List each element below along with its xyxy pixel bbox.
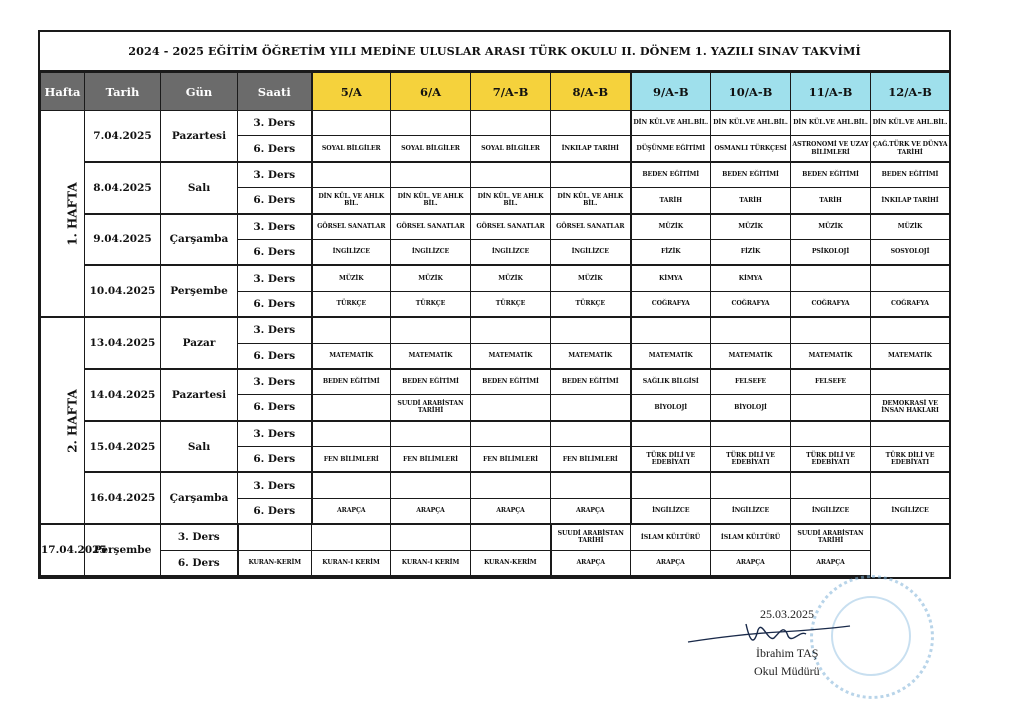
date-cell: 13.04.2025 — [85, 317, 161, 369]
exam-cell-11ab: İSLAM KÜLTÜRÜ — [711, 524, 791, 550]
exam-cell-9ab: TARİH — [631, 188, 711, 214]
exam-cell-5a: GÖRSEL SANATLAR — [312, 214, 391, 240]
lesson-period-cell: 6. Ders — [238, 395, 312, 421]
exam-cell-8ab: TÜRKÇE — [551, 291, 631, 317]
lesson-period-cell: 3. Ders — [238, 214, 312, 240]
day-cell: Pazartesi — [161, 369, 238, 421]
exam-cell-12ab: DEMOKRASİ VE İNSAN HAKLARI — [871, 395, 950, 421]
exam-cell-8ab: MATEMATİK — [551, 343, 631, 369]
lesson-period-cell: 6. Ders — [238, 291, 312, 317]
exam-cell-8ab: BEDEN EĞİTİMİ — [551, 369, 631, 395]
exam-cell-7ab: ARAPÇA — [471, 498, 551, 524]
exam-cell-7ab: MATEMATİK — [471, 343, 551, 369]
lesson-period-cell: 6. Ders — [238, 188, 312, 214]
lesson-period-cell: 6. Ders — [238, 343, 312, 369]
table-row — [41, 550, 950, 576]
exam-cell-12ab: SUUDİ ARABİSTAN TARİHİ — [791, 524, 871, 550]
exam-cell-9ab: SUUDİ ARABİSTAN TARİHİ — [551, 524, 631, 550]
exam-cell-6a: MATEMATİK — [391, 343, 471, 369]
exam-cell-6a: İNGİLİZCE — [391, 239, 471, 265]
exam-cell-6a: FEN BİLİMLERİ — [391, 447, 471, 473]
exam-cell-10ab: TÜRK DİLİ VE EDEBİYATI — [711, 447, 791, 473]
exam-cell-5a: KURAN-KERİM — [238, 550, 312, 576]
exam-cell-11ab: ARAPÇA — [711, 550, 791, 576]
exam-cell-5a: FEN BİLİMLERİ — [312, 447, 391, 473]
exam-cell-6a: BEDEN EĞİTİMİ — [391, 369, 471, 395]
header-class-8ab: 8/A-B — [551, 73, 631, 111]
date-cell: 7.04.2025 — [85, 111, 161, 162]
exam-cell-6a: MÜZİK — [391, 265, 471, 291]
exam-cell-6a: SUUDİ ARABİSTAN TARİHİ — [391, 395, 471, 421]
exam-cell-7ab — [471, 472, 551, 498]
table-row — [41, 524, 950, 550]
exam-cell-10ab: ARAPÇA — [631, 550, 711, 576]
exam-cell-10ab: KİMYA — [711, 265, 791, 291]
exam-cell-12ab — [871, 421, 950, 447]
exam-cell-6a — [391, 317, 471, 343]
header-class-11ab: 11/A-B — [791, 73, 871, 111]
exam-cell-10ab: COĞRAFYA — [711, 291, 791, 317]
exam-cell-5a — [312, 472, 391, 498]
exam-cell-8ab: ARAPÇA — [551, 498, 631, 524]
header-class-5a: 5/A — [312, 73, 391, 111]
table-row — [41, 369, 950, 395]
exam-cell-9ab: İNGİLİZCE — [631, 498, 711, 524]
exam-cell-6a: DİN KÜL. VE AHLK BİL. — [391, 188, 471, 214]
exam-cell-8ab: GÖRSEL SANATLAR — [551, 214, 631, 240]
exam-cell-9ab: DÜŞÜNME EĞİTİMİ — [631, 136, 711, 162]
exam-cell-12ab — [871, 472, 950, 498]
exam-cell-6a — [312, 524, 391, 550]
exam-cell-7ab — [471, 317, 551, 343]
date-cell: 15.04.2025 — [85, 421, 161, 473]
exam-cell-12ab: SOSYOLOJİ — [871, 239, 950, 265]
exam-cell-12ab: MÜZİK — [871, 214, 950, 240]
exam-cell-10ab — [711, 472, 791, 498]
exam-cell-12ab: İNKILAP TARİHİ — [871, 188, 950, 214]
exam-cell-8ab — [551, 111, 631, 136]
exam-cell-11ab: İNGİLİZCE — [791, 498, 871, 524]
date-cell: 10.04.2025 — [85, 265, 161, 317]
lesson-period-cell: 6. Ders — [161, 550, 238, 576]
exam-cell-9ab — [631, 421, 711, 447]
exam-cell-7ab: BEDEN EĞİTİMİ — [471, 369, 551, 395]
exam-cell-11ab — [791, 317, 871, 343]
exam-cell-8ab: İNKILAP TARİHİ — [551, 136, 631, 162]
exam-cell-9ab: MÜZİK — [631, 214, 711, 240]
table-row — [41, 421, 950, 447]
exam-cell-9ab — [631, 472, 711, 498]
exam-cell-6a — [391, 162, 471, 188]
header-saati: Saati — [238, 73, 312, 111]
exam-cell-9ab: SAĞLIK BİLGİSİ — [631, 369, 711, 395]
exam-cell-8ab — [551, 395, 631, 421]
exam-cell-11ab: BEDEN EĞİTİMİ — [791, 162, 871, 188]
exam-cell-9ab: DİN KÜL.VE AHL.BİL. — [631, 111, 711, 136]
signature-name: İbrahim TAŞ — [756, 646, 819, 660]
exam-cell-12ab: ARAPÇA — [791, 550, 871, 576]
signature-role: Okul Müdürü — [754, 664, 820, 678]
lesson-period-cell: 3. Ders — [238, 421, 312, 447]
lesson-period-cell: 3. Ders — [161, 524, 238, 550]
exam-cell-10ab — [711, 317, 791, 343]
date-cell: 16.04.2025 — [85, 472, 161, 524]
exam-cell-8ab — [551, 317, 631, 343]
exam-cell-11ab — [791, 472, 871, 498]
header-class-6a: 6/A — [391, 73, 471, 111]
exam-cell-11ab — [791, 265, 871, 291]
exam-cell-10ab — [711, 421, 791, 447]
exam-cell-8ab — [551, 472, 631, 498]
exam-cell-5a — [312, 111, 391, 136]
day-cell: Salı — [161, 162, 238, 214]
lesson-period-cell: 3. Ders — [238, 162, 312, 188]
exam-cell-6a — [391, 111, 471, 136]
signature-date: 25.03.2025 — [760, 607, 814, 621]
exam-cell-10ab: TARİH — [711, 188, 791, 214]
header-class-12ab: 12/A-B — [871, 73, 950, 111]
day-cell: Çarşamba — [161, 214, 238, 266]
exam-cell-12ab: TÜRK DİLİ VE EDEBİYATI — [871, 447, 950, 473]
date-cell: 17.04.2025 — [41, 524, 85, 576]
exam-cell-6a: TÜRKÇE — [391, 291, 471, 317]
exam-cell-5a: SOYAL BİLGİLER — [312, 136, 391, 162]
day-cell: Pazar — [161, 317, 238, 369]
exam-cell-10ab: MÜZİK — [711, 214, 791, 240]
exam-cell-10ab: BEDEN EĞİTİMİ — [711, 162, 791, 188]
exam-cell-12ab — [871, 265, 950, 291]
exam-cell-10ab: MATEMATİK — [711, 343, 791, 369]
table-row — [41, 317, 950, 343]
exam-cell-5a — [238, 524, 312, 550]
exam-cell-6a — [391, 421, 471, 447]
exam-cell-7ab: GÖRSEL SANATLAR — [471, 214, 551, 240]
exam-cell-7ab — [471, 162, 551, 188]
exam-cell-10ab: DİN KÜL.VE AHL.BİL. — [711, 111, 791, 136]
exam-schedule-table — [40, 72, 950, 577]
header-tarih: Tarih — [85, 73, 161, 111]
header-class-7ab: 7/A-B — [471, 73, 551, 111]
exam-cell-9ab: MATEMATİK — [631, 343, 711, 369]
exam-cell-10ab: FİZİK — [711, 239, 791, 265]
exam-cell-8ab: KURAN-KERİM — [471, 550, 551, 576]
header-gun: Gün — [161, 73, 238, 111]
exam-cell-9ab: FİZİK — [631, 239, 711, 265]
exam-cell-11ab: COĞRAFYA — [791, 291, 871, 317]
date-cell: 14.04.2025 — [85, 369, 161, 421]
exam-cell-10ab: İSLAM KÜLTÜRÜ — [631, 524, 711, 550]
lesson-period-cell: 6. Ders — [238, 447, 312, 473]
exam-cell-8ab: FEN BİLİMLERİ — [551, 447, 631, 473]
exam-cell-8ab — [551, 421, 631, 447]
lesson-period-cell: 6. Ders — [238, 239, 312, 265]
exam-cell-8ab: İNGİLİZCE — [551, 239, 631, 265]
exam-cell-12ab: BEDEN EĞİTİMİ — [871, 162, 950, 188]
header-hafta: Hafta — [41, 73, 85, 111]
exam-cell-7ab — [391, 524, 471, 550]
exam-cell-11ab — [791, 395, 871, 421]
exam-cell-11ab: ASTRONOMİ VE UZAY BİLİMLERİ — [791, 136, 871, 162]
exam-schedule-frame — [38, 30, 951, 579]
exam-cell-8ab — [551, 162, 631, 188]
exam-cell-10ab: OSMANLI TÜRKÇESİ — [711, 136, 791, 162]
exam-cell-12ab: DİN KÜL.VE AHL.BİL. — [871, 111, 950, 136]
exam-cell-7ab: DİN KÜL. VE AHLK BİL. — [471, 188, 551, 214]
exam-cell-9ab — [631, 317, 711, 343]
exam-cell-11ab: FELSEFE — [791, 369, 871, 395]
exam-cell-5a: ARAPÇA — [312, 498, 391, 524]
lesson-period-cell: 3. Ders — [238, 472, 312, 498]
exam-cell-6a: KURAN-I KERİM — [312, 550, 391, 576]
exam-cell-6a: GÖRSEL SANATLAR — [391, 214, 471, 240]
exam-cell-9ab: COĞRAFYA — [631, 291, 711, 317]
exam-cell-5a: MATEMATİK — [312, 343, 391, 369]
exam-cell-5a: MÜZİK — [312, 265, 391, 291]
exam-cell-11ab: MÜZİK — [791, 214, 871, 240]
week-label — [41, 317, 85, 524]
week-label-text: 1. HAFTA — [65, 181, 80, 246]
exam-cell-12ab — [871, 369, 950, 395]
exam-cell-8ab — [471, 524, 551, 550]
lesson-period-cell: 3. Ders — [238, 265, 312, 291]
exam-cell-6a: ARAPÇA — [391, 498, 471, 524]
week-label-text: 2. HAFTA — [65, 388, 80, 453]
schedule-body — [41, 111, 950, 577]
table-row — [41, 472, 950, 498]
exam-cell-12ab: COĞRAFYA — [871, 291, 950, 317]
exam-cell-9ab: TÜRK DİLİ VE EDEBİYATI — [631, 447, 711, 473]
exam-cell-12ab: ÇAĞ.TÜRK VE DÜNYA TARİHİ — [871, 136, 950, 162]
exam-cell-7ab: KURAN-I KERİM — [391, 550, 471, 576]
exam-cell-5a — [312, 421, 391, 447]
exam-cell-5a: DİN KÜL. VE AHLK BİL. — [312, 188, 391, 214]
table-row — [41, 265, 950, 291]
exam-cell-5a: TÜRKÇE — [312, 291, 391, 317]
exam-cell-6a — [391, 472, 471, 498]
day-cell: Salı — [161, 421, 238, 473]
header-class-9ab: 9/A-B — [631, 73, 711, 111]
day-cell: Perşembe — [161, 265, 238, 317]
exam-cell-12ab: MATEMATİK — [871, 343, 950, 369]
exam-cell-5a — [312, 317, 391, 343]
exam-cell-11ab — [791, 421, 871, 447]
exam-cell-6a: SOYAL BİLGİLER — [391, 136, 471, 162]
exam-cell-9ab: ARAPÇA — [551, 550, 631, 576]
week-label — [41, 111, 85, 318]
exam-cell-12ab — [871, 317, 950, 343]
day-cell: Perşembe — [85, 524, 161, 576]
exam-cell-9ab: BİYOLOJİ — [631, 395, 711, 421]
exam-cell-7ab — [471, 421, 551, 447]
schedule-title: 2024 - 2025 EĞİTİM ÖĞRETİM YILI MEDİNE ULUSLAR ARASI TÜRK OKULU II. DÖNEM 1. YAZILI SINAV TAKVİMİ — [40, 32, 949, 72]
exam-cell-7ab: FEN BİLİMLERİ — [471, 447, 551, 473]
exam-cell-10ab: BİYOLOJİ — [711, 395, 791, 421]
lesson-period-cell: 6. Ders — [238, 498, 312, 524]
exam-cell-5a — [312, 162, 391, 188]
day-cell: Pazartesi — [161, 111, 238, 162]
header-row — [41, 73, 950, 111]
table-row — [41, 214, 950, 240]
exam-cell-11ab: MATEMATİK — [791, 343, 871, 369]
exam-cell-7ab — [471, 111, 551, 136]
exam-cell-11ab: TÜRK DİLİ VE EDEBİYATI — [791, 447, 871, 473]
exam-cell-5a: İNGİLİZCE — [312, 239, 391, 265]
lesson-period-cell: 3. Ders — [238, 317, 312, 343]
exam-cell-12ab: İNGİLİZCE — [871, 498, 950, 524]
exam-cell-10ab: FELSEFE — [711, 369, 791, 395]
exam-cell-9ab: BEDEN EĞİTİMİ — [631, 162, 711, 188]
day-cell: Çarşamba — [161, 472, 238, 524]
exam-cell-5a: BEDEN EĞİTİMİ — [312, 369, 391, 395]
date-cell: 8.04.2025 — [85, 162, 161, 214]
exam-cell-5a — [312, 395, 391, 421]
date-cell: 9.04.2025 — [85, 214, 161, 266]
table-row — [41, 111, 950, 136]
exam-cell-11ab: DİN KÜL.VE AHL.BİL. — [791, 111, 871, 136]
exam-cell-7ab: İNGİLİZCE — [471, 239, 551, 265]
exam-cell-11ab: TARİH — [791, 188, 871, 214]
lesson-period-cell: 3. Ders — [238, 369, 312, 395]
header-class-10ab: 10/A-B — [711, 73, 791, 111]
exam-cell-9ab: KİMYA — [631, 265, 711, 291]
exam-cell-7ab: MÜZİK — [471, 265, 551, 291]
lesson-period-cell: 3. Ders — [238, 111, 312, 136]
lesson-period-cell: 6. Ders — [238, 136, 312, 162]
exam-cell-7ab: TÜRKÇE — [471, 291, 551, 317]
exam-cell-11ab: PSİKOLOJİ — [791, 239, 871, 265]
exam-cell-8ab: MÜZİK — [551, 265, 631, 291]
exam-cell-10ab: İNGİLİZCE — [711, 498, 791, 524]
table-row — [41, 162, 950, 188]
exam-cell-7ab — [471, 395, 551, 421]
exam-cell-7ab: SOYAL BİLGİLER — [471, 136, 551, 162]
exam-cell-8ab: DİN KÜL. VE AHLK BİL. — [551, 188, 631, 214]
